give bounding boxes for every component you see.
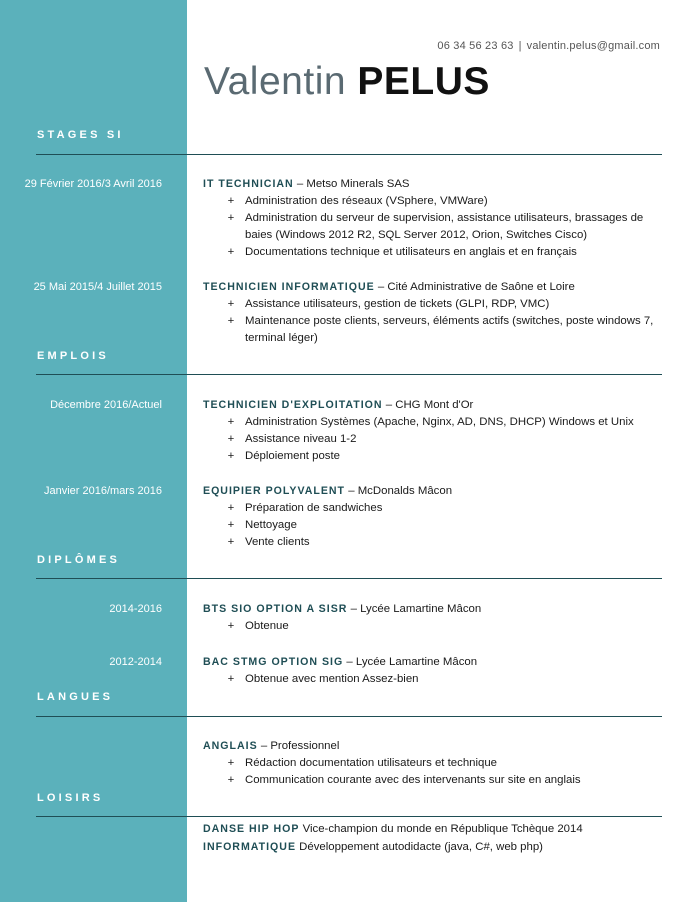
list-item: + Rédaction documentation utilisateurs et technique	[203, 755, 663, 772]
list-item: + Assistance niveau 1-2	[203, 431, 663, 448]
entry-stage-2	[203, 279, 663, 347]
entry-org: – Professionnel	[257, 740, 340, 752]
loisir-title: INFORMATIQUE	[203, 841, 297, 853]
list-item: + Maintenance poste clients, serveurs, éléments actifs (switches, poste windows 7, terminal léger)	[203, 313, 663, 347]
entry-role: TECHNICIEN INFORMATIQUE	[203, 281, 375, 293]
plus-icon: +	[227, 246, 235, 258]
entry-org: – CHG Mont d'Or	[382, 399, 474, 411]
section-title-langues: LANGUES	[37, 691, 114, 703]
entry-date: Décembre 2016/Actuel	[50, 399, 162, 411]
list-item: + Documentations technique et utilisateurs en anglais et en français	[203, 244, 663, 261]
last-name: PELUS	[357, 60, 490, 103]
section-title-loisirs: LOISIRS	[37, 792, 104, 804]
list-item: + Déploiement poste	[203, 448, 663, 465]
entry-date: 29 Février 2016/3 Avril 2016	[24, 178, 162, 190]
phone: 06 34 56 23 63	[437, 40, 514, 52]
plus-icon: +	[227, 416, 235, 428]
section-rule	[36, 154, 662, 155]
loisir-desc: Développement autodidacte (java, C#, web php)	[296, 841, 543, 853]
loisir-title: DANSE HIP HOP	[203, 823, 300, 835]
list-item: + Vente clients	[203, 534, 663, 551]
entry-date: 2014-2016	[109, 603, 162, 615]
entry-date: 25 Mai 2015/4 Juillet 2015	[33, 281, 162, 293]
loisir-desc: Vice-champion du monde en République Tchèque 2014	[299, 823, 583, 835]
section-title-stages: STAGES SI	[37, 129, 124, 141]
entry-role: BTS SIO OPTION A SISR	[203, 603, 348, 615]
entry-diplome-1	[203, 601, 663, 635]
list-item: + Obtenue avec mention Assez-bien	[203, 671, 663, 688]
entry-org: – Lycée Lamartine Mâcon	[343, 656, 478, 668]
list-item	[203, 838, 663, 856]
plus-icon: +	[227, 774, 235, 786]
plus-icon: +	[227, 212, 235, 224]
list-item: + Administration Systèmes (Apache, Nginx, AD, DNS, DHCP) Windows et Unix	[203, 414, 663, 431]
entry-role: TECHNICIEN D'EXPLOITATION	[203, 399, 383, 411]
plus-icon: +	[227, 195, 235, 207]
entry-role: IT TECHNICIAN	[203, 178, 294, 190]
contact-separator: |	[518, 40, 522, 52]
plus-icon: +	[227, 315, 235, 327]
list-item: + Nettoyage	[203, 517, 663, 534]
entry-langue-1	[203, 738, 663, 789]
section-title-emplois: EMPLOIS	[37, 350, 109, 362]
loisirs-list	[203, 820, 663, 856]
entry-stage-1	[203, 176, 663, 261]
list-item: + Assistance utilisateurs, gestion de tickets (GLPI, RDP, VMC)	[203, 296, 663, 313]
entry-role: ANGLAIS	[203, 740, 258, 752]
entry-date: Janvier 2016/mars 2016	[43, 485, 162, 497]
list-item: + Administration des réseaux (VSphere, VMWare)	[203, 193, 663, 210]
plus-icon: +	[227, 450, 235, 462]
list-item	[203, 820, 663, 838]
entry-org: – McDonalds Mâcon	[345, 485, 453, 497]
entry-org: – Cité Administrative de Saône et Loire	[374, 281, 575, 293]
full-name	[204, 58, 490, 106]
plus-icon: +	[227, 673, 235, 685]
section-rule	[36, 374, 662, 375]
list-item: + Obtenue	[203, 618, 663, 635]
entry-role: EQUIPIER POLYVALENT	[203, 485, 346, 497]
section-rule	[36, 816, 662, 817]
plus-icon: +	[227, 298, 235, 310]
section-title-diplomes: DIPLÔMES	[37, 554, 121, 566]
first-name: Valentin	[204, 60, 347, 103]
plus-icon: +	[227, 519, 235, 531]
entry-diplome-2	[203, 654, 663, 688]
list-item: + Administration du serveur de supervision, assistance utilisateurs, brassages de baies (Windows 2012 R2, SQL Server 2012, Orion, Switches Cisco)	[203, 210, 663, 244]
list-item: + Préparation de sandwiches	[203, 500, 663, 517]
entry-date: 2012-2014	[109, 656, 162, 668]
section-rule	[36, 716, 662, 717]
plus-icon: +	[227, 620, 235, 632]
contact-line	[437, 40, 660, 52]
plus-icon: +	[227, 502, 235, 514]
entry-org: – Metso Minerals SAS	[293, 178, 410, 190]
plus-icon: +	[227, 757, 235, 769]
entry-org: – Lycée Lamartine Mâcon	[347, 603, 482, 615]
entry-emploi-1	[203, 397, 663, 465]
plus-icon: +	[227, 536, 235, 548]
email: valentin.pelus@gmail.com	[526, 40, 660, 52]
entry-emploi-2	[203, 483, 663, 551]
list-item: + Communication courante avec des intervenants sur site en anglais	[203, 772, 663, 789]
section-rule	[36, 578, 662, 579]
entry-role: BAC STMG OPTION SIG	[203, 656, 344, 668]
plus-icon: +	[227, 433, 235, 445]
